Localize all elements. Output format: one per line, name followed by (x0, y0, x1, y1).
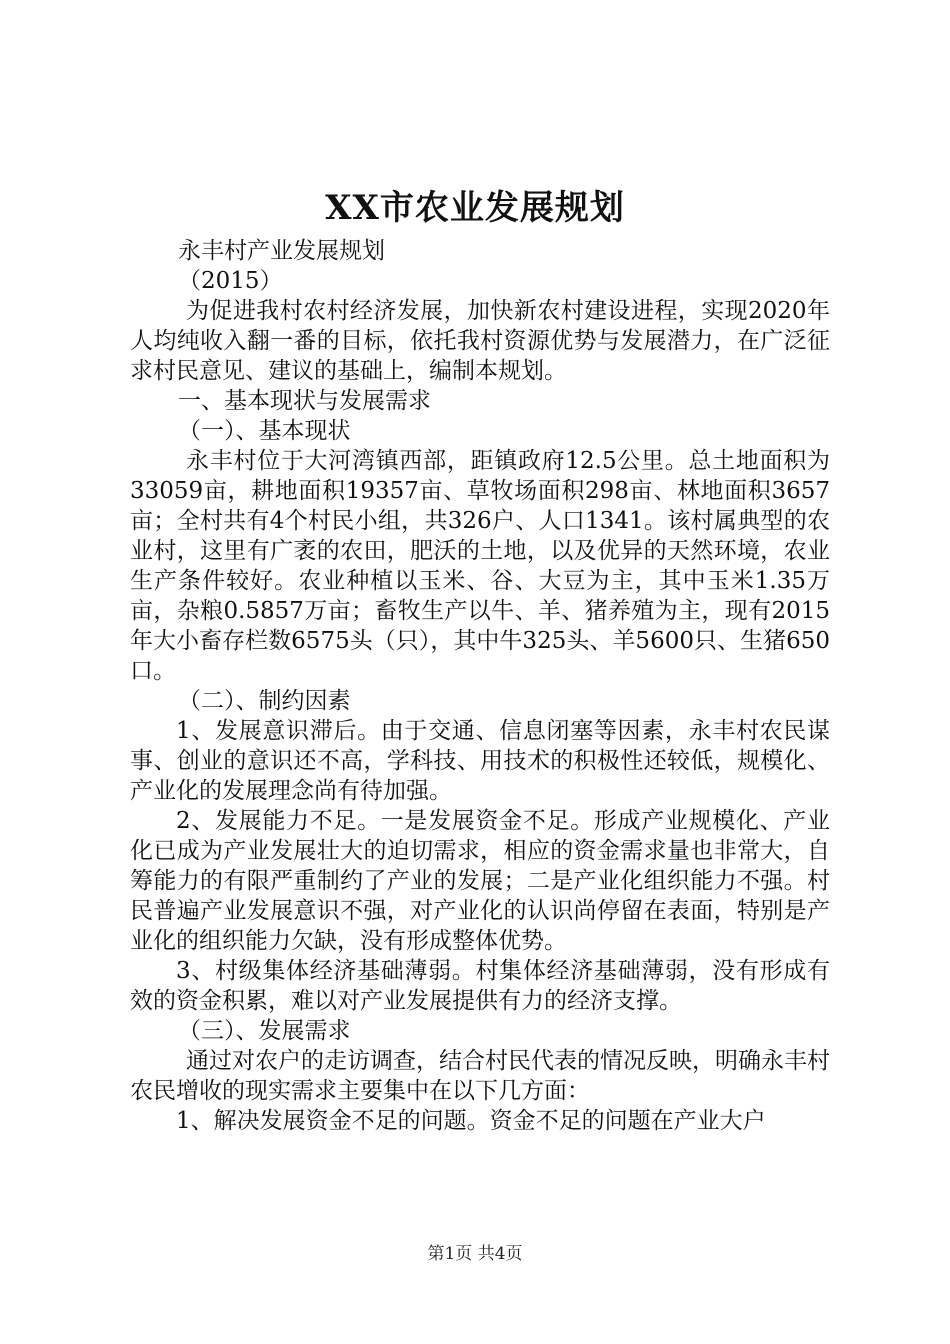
demand-paragraph: 1、解决发展资金不足的问题。资金不足的问题在产业大户 (176, 1108, 766, 1134)
year-paragraph: （2015） (178, 268, 283, 294)
status-paragraph: 永丰村位于大河湾镇西部，距镇政府12.5公里。总土地面积为33059亩，耕地面积19357亩、草牧场面积298亩、林地面积3657亩；全村共有4个村民小组，共326户、人口1341。该村属典型的农业村，这里有广袤的农田，肥沃的土地，以及优异的天然环境，农业生产条件较好。农业种植以玉米、谷、大豆为主，其中玉米1.35万亩，杂粮0.5857万亩；畜牧生产以牛、羊、猪养殖为主，现有2015年大小畜存栏数6575头（只），其中牛325头、羊5600只、生猪650口。 (130, 448, 830, 684)
intro-paragraph: 为促进我村农村经济发展，加快新农村建设进程，实现2020年人均纯收入翻一番的目标，依托我村资源优势与发展潜力，在广泛征求村民意见、建议的基础上，编制本规划。 (130, 298, 830, 384)
subsection-heading: （三）、发展需求 (178, 1018, 351, 1044)
page-footer: 第1页 共4页 (427, 1244, 523, 1264)
section-heading: 一、基本现状与发展需求 (178, 388, 431, 414)
constraint-paragraph: 2、发展能力不足。一是发展资金不足。形成产业规模化、产业化已成为产业发展壮大的迫切需求，相应的资金需求量也非常大，自筹能力的有限严重制约了产业的发展；二是产业化组织能力不强。村民普遍产业发展意识不强，对产业化的认识尚停留在表面，特别是产业化的组织能力欠缺，没有形成整体优势。 (130, 808, 830, 954)
document-title: XX市农业发展规划 (325, 188, 625, 228)
constraint-paragraph: 1、发展意识滞后。由于交通、信息闭塞等因素，永丰村农民谋事、创业的意识还不高，学科技、用技术的积极性还较低，规模化、产业化的发展理念尚有待加强。 (130, 718, 830, 804)
subsection-heading: （一）、基本现状 (178, 418, 351, 444)
document-body (130, 236, 830, 1136)
constraint-paragraph: 3、村级集体经济基础薄弱。村集体经济基础薄弱，没有形成有效的资金积累，难以对产业发展提供有力的经济支撑。 (130, 958, 830, 1014)
demand-paragraph: 通过对农户的走访调查，结合村民代表的情况反映，明确永丰村农民增收的现实需求主要集中在以下几方面： (130, 1048, 830, 1104)
subtitle-paragraph: 永丰村产业发展规划 (178, 238, 385, 264)
subsection-heading: （二）、制约因素 (178, 688, 351, 714)
